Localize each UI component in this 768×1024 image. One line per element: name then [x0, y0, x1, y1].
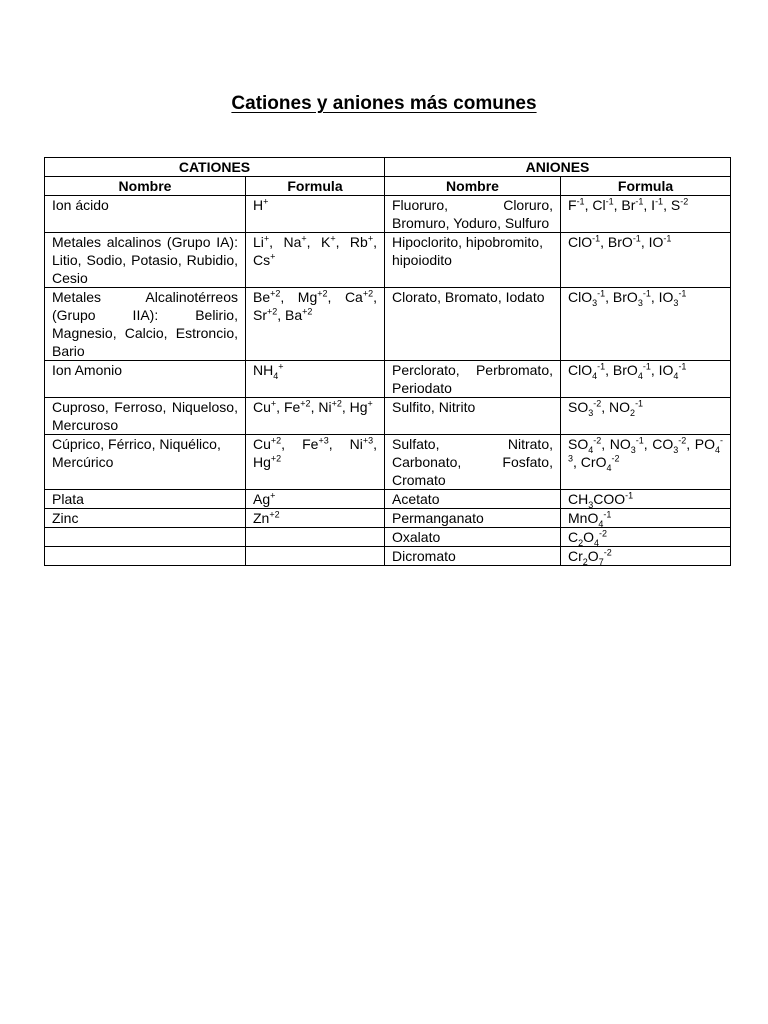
cation-name-cell: Cuproso, Ferroso, Niqueloso, Mercuroso [45, 398, 246, 435]
table-row [45, 528, 731, 547]
anion-name-cell: Fluoruro, Cloruro, Bromuro, Yoduro, Sulfuro [385, 196, 561, 233]
anion-formula-cell: $F^{-1}$, $Cl^{-1}$, $Br^{-1}$, $I^{-1}$, $S^{-2}$ [561, 196, 731, 233]
column-header-row [45, 177, 731, 196]
ions-table [44, 157, 731, 566]
anion-name-cell: Oxalato [385, 528, 561, 547]
table-row [45, 398, 731, 435]
group-header-row [45, 158, 731, 177]
cation-name-cell: Cúprico, Férrico, Niquélico, Mercúrico [45, 435, 246, 490]
cation-name-cell [45, 528, 246, 547]
table-row [45, 233, 731, 288]
table-header [45, 158, 731, 196]
anion-formula-cell: ClO$_3^{-1}$, BrO$_3^{-1}$, $IO_3^{-1}$ [561, 288, 731, 361]
cation-formula-cell [246, 547, 385, 566]
cation-formula-cell: Li+, Na+, K+, Rb+, Cs+ [246, 233, 385, 288]
table-row [45, 361, 731, 398]
anion-formula-header: Formula [561, 177, 731, 196]
anion-formula-cell: $Cr_2O_7^{-2}$ [561, 547, 731, 566]
anion-name-header: Nombre [385, 177, 561, 196]
cation-formula-cell: H+ [246, 196, 385, 233]
cation-name-cell: Metales Alcalinotérreos (Grupo IIA): Belirio, Magnesio, Calcio, Estroncio, Bario [45, 288, 246, 361]
cation-name-cell: Ion ácido [45, 196, 246, 233]
cation-name-cell: Metales alcalinos (Grupo IA): Litio, Sodio, Potasio, Rubidio, Cesio [45, 233, 246, 288]
cation-name-header: Nombre [45, 177, 246, 196]
cation-name-cell [45, 547, 246, 566]
anion-name-cell: Sulfato, Nitrato, Carbonato, Fosfato, Cromato [385, 435, 561, 490]
cation-formula-cell: $Be^{+2}$, $Mg^{+2}$, $Ca^{+2}$, $Sr^{+2}$, $Ba^{+2}$ [246, 288, 385, 361]
anion-name-cell: Perclorato, Perbromato, Periodato [385, 361, 561, 398]
table-row [45, 490, 731, 509]
table-row [45, 196, 731, 233]
anion-name-cell: Acetato [385, 490, 561, 509]
anion-name-cell: Dicromato [385, 547, 561, 566]
anion-formula-cell: MnO$_4^{-1}$ [561, 509, 731, 528]
cation-formula-cell: $Zn^{+2}$ [246, 509, 385, 528]
cation-formula-cell: $NH_4^+$ [246, 361, 385, 398]
page-title: Cationes y aniones más comunes [231, 93, 537, 114]
table-row [45, 547, 731, 566]
cation-formula-header: Formula [246, 177, 385, 196]
aniones-header: ANIONES [385, 158, 731, 177]
anion-name-cell: Clorato, Bromato, Iodato [385, 288, 561, 361]
cation-formula-cell: $Cu^{+2}$, $Fe^{+3}$, $Ni^{+3}$, $Hg^{+2}$ [246, 435, 385, 490]
table-body [45, 196, 731, 566]
cationes-header: CATIONES [45, 158, 385, 177]
cation-name-cell: Zinc [45, 509, 246, 528]
table-row [45, 509, 731, 528]
table-row [45, 435, 731, 490]
cation-formula-cell: Cu+, $Fe^{+2}$, $Ni^{+2}$, Hg+ [246, 398, 385, 435]
anion-name-cell: Permanganato [385, 509, 561, 528]
cation-name-cell: Ion Amonio [45, 361, 246, 398]
anion-formula-cell: $SO_3^{-2}$, $NO_2^{-1}$ [561, 398, 731, 435]
table-row [45, 288, 731, 361]
cation-name-cell: Plata [45, 490, 246, 509]
anion-name-cell: Hipoclorito, hipobromito, hipoiodito [385, 233, 561, 288]
cation-formula-cell: Ag+ [246, 490, 385, 509]
anion-formula-cell: $CH_3COO^{-1}$ [561, 490, 731, 509]
anion-formula-cell: ClO$^{-1}$, BrO$^{-1}$, $IO^{-1}$ [561, 233, 731, 288]
anion-name-cell: Sulfito, Nitrito [385, 398, 561, 435]
anion-formula-cell: $SO_4^{-2}$, $NO_3^{-1}$, $CO_3^{-2}$, $PO_4^{-3}$, CrO$_4^{-2}$ [561, 435, 731, 490]
anion-formula-cell: $C_2O_4^{-2}$ [561, 528, 731, 547]
cation-formula-cell [246, 528, 385, 547]
anion-formula-cell: ClO$_4^{-1}$, BrO$_4^{-1}$, $IO_4^{-1}$ [561, 361, 731, 398]
